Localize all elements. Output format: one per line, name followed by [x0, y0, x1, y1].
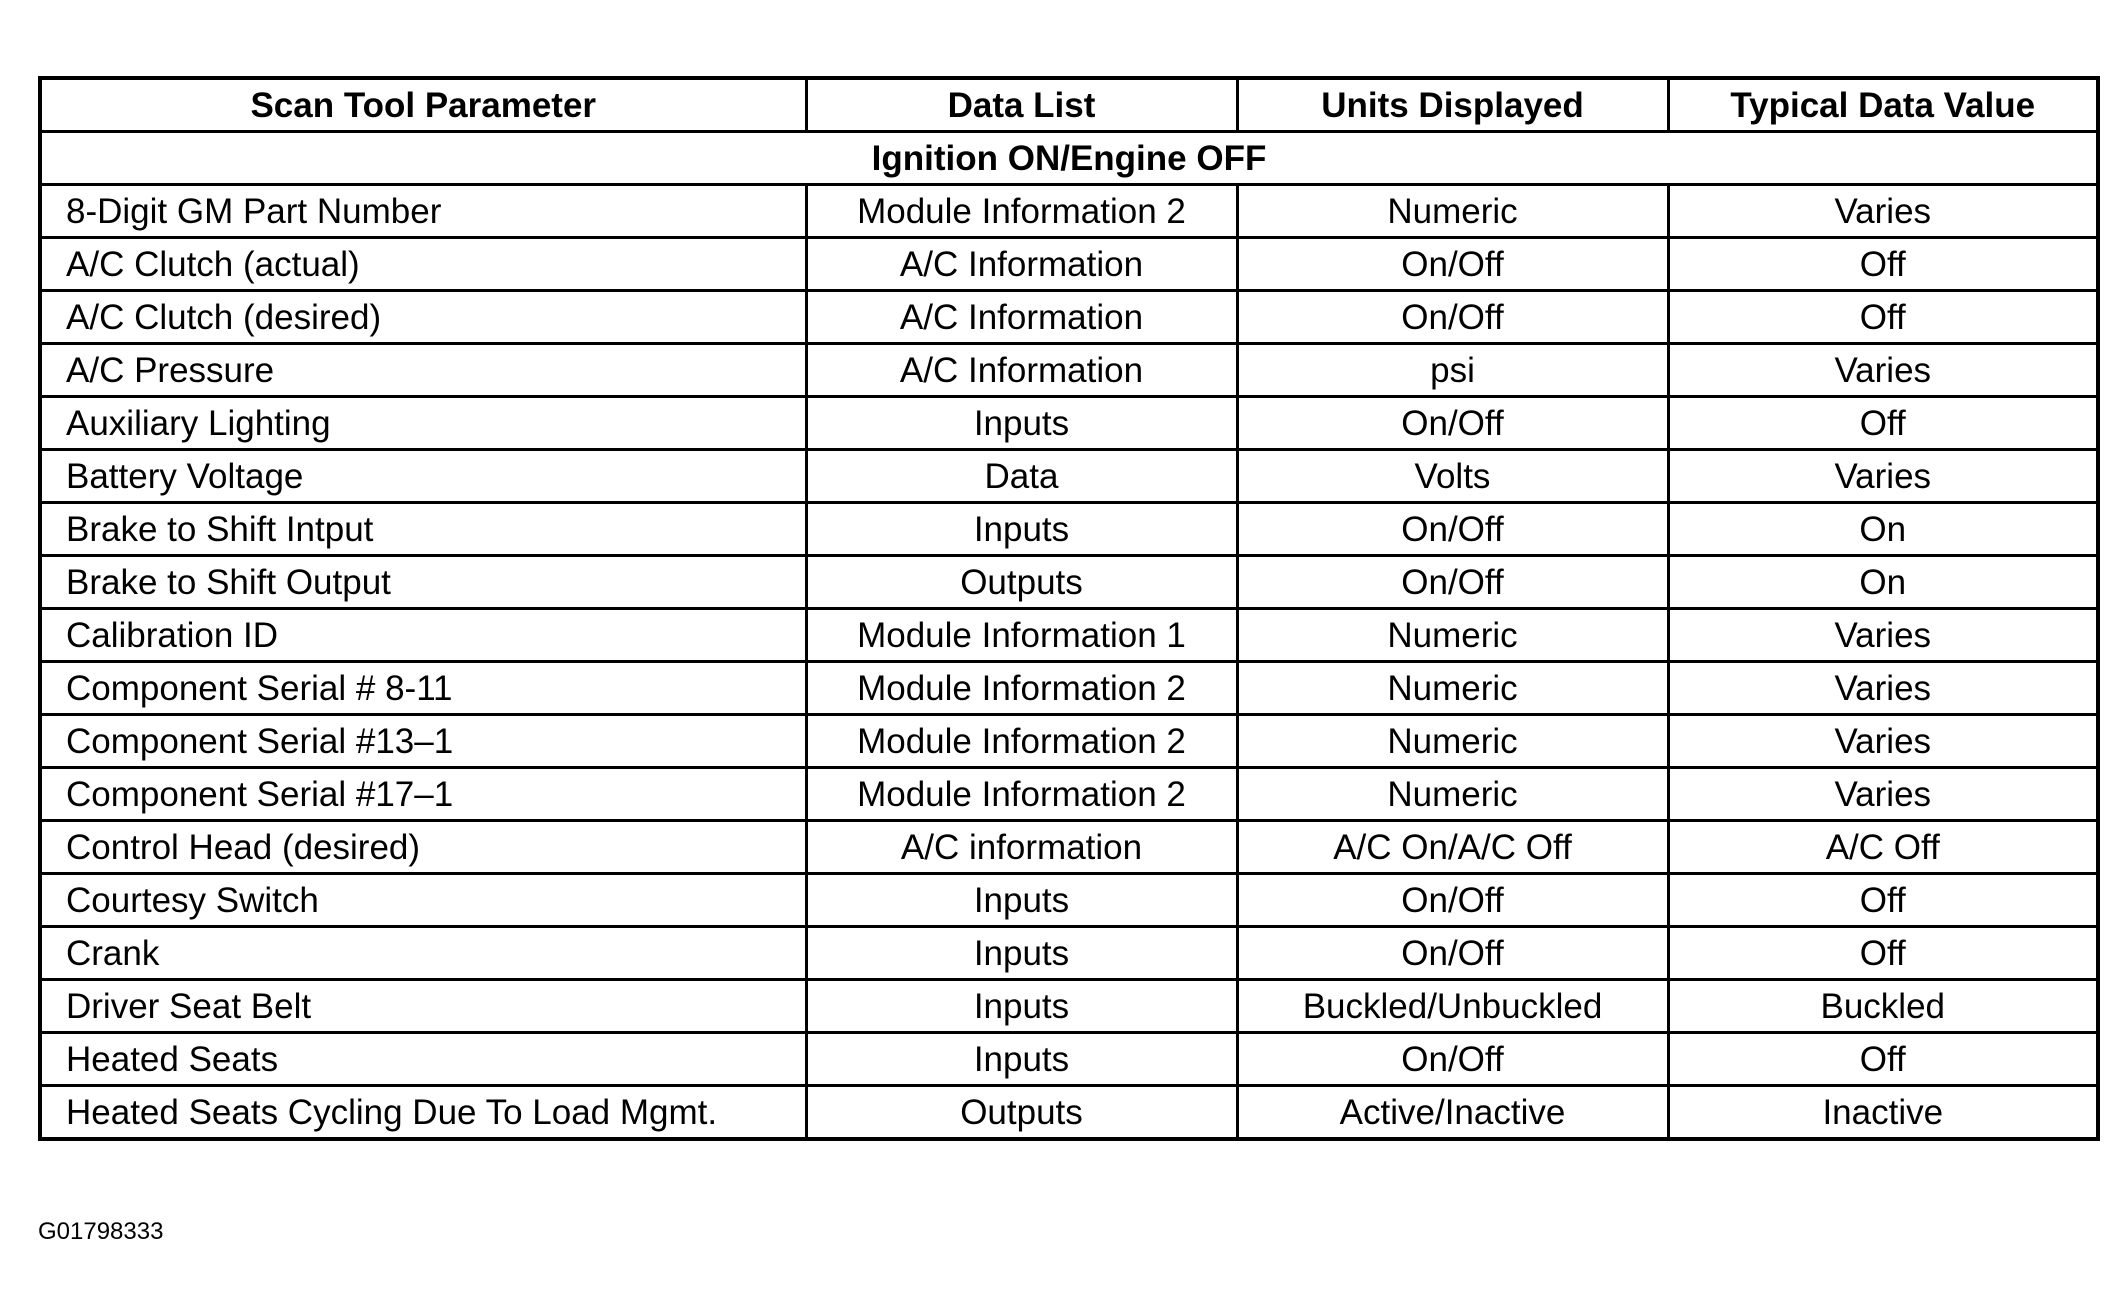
- table-row: [40, 1086, 2098, 1140]
- table-row: [40, 185, 2098, 238]
- parameter-cell: Component Serial # 8-11: [40, 662, 806, 715]
- units-cell: On/Off: [1237, 556, 1668, 609]
- data-list-cell: Inputs: [806, 503, 1237, 556]
- parameter-cell: 8-Digit GM Part Number: [40, 185, 806, 238]
- table-row: [40, 503, 2098, 556]
- parameter-cell: A/C Pressure: [40, 344, 806, 397]
- table-row: [40, 344, 2098, 397]
- data-list-cell: A/C Information: [806, 291, 1237, 344]
- parameter-cell: Calibration ID: [40, 609, 806, 662]
- table-row: [40, 609, 2098, 662]
- parameter-cell: Control Head (desired): [40, 821, 806, 874]
- data-list-cell: A/C Information: [806, 344, 1237, 397]
- units-cell: On/Off: [1237, 927, 1668, 980]
- units-cell: On/Off: [1237, 503, 1668, 556]
- units-cell: A/C On/A/C Off: [1237, 821, 1668, 874]
- typical-value-cell: Varies: [1668, 662, 2098, 715]
- typical-value-cell: A/C Off: [1668, 821, 2098, 874]
- data-list-cell: Inputs: [806, 874, 1237, 927]
- table-row: [40, 662, 2098, 715]
- units-cell: Volts: [1237, 450, 1668, 503]
- data-list-cell: Inputs: [806, 927, 1237, 980]
- typical-value-cell: Inactive: [1668, 1086, 2098, 1140]
- table-row: [40, 238, 2098, 291]
- units-cell: Numeric: [1237, 185, 1668, 238]
- typical-value-cell: Varies: [1668, 185, 2098, 238]
- data-list-cell: Data: [806, 450, 1237, 503]
- parameter-cell: Auxiliary Lighting: [40, 397, 806, 450]
- table-row: [40, 1033, 2098, 1086]
- table-row: [40, 450, 2098, 503]
- parameter-cell: Courtesy Switch: [40, 874, 806, 927]
- section-title: Ignition ON/Engine OFF: [40, 132, 2098, 185]
- data-list-cell: Module Information 2: [806, 768, 1237, 821]
- typical-value-cell: Varies: [1668, 450, 2098, 503]
- table-row: [40, 874, 2098, 927]
- header-units-displayed: Units Displayed: [1237, 78, 1668, 132]
- units-cell: On/Off: [1237, 238, 1668, 291]
- typical-value-cell: Buckled: [1668, 980, 2098, 1033]
- parameter-cell: Brake to Shift Intput: [40, 503, 806, 556]
- header-scan-tool-parameter: Scan Tool Parameter: [40, 78, 806, 132]
- parameter-cell: A/C Clutch (actual): [40, 238, 806, 291]
- scan-tool-data-table-container: [38, 76, 2096, 1141]
- figure-id: G01798333: [38, 1218, 164, 1245]
- data-list-cell: Inputs: [806, 397, 1237, 450]
- units-cell: On/Off: [1237, 1033, 1668, 1086]
- table-row: [40, 291, 2098, 344]
- units-cell: Numeric: [1237, 609, 1668, 662]
- data-list-cell: Outputs: [806, 1086, 1237, 1140]
- header-data-list: Data List: [806, 78, 1237, 132]
- parameter-cell: Heated Seats Cycling Due To Load Mgmt.: [40, 1086, 806, 1140]
- table-row: [40, 980, 2098, 1033]
- units-cell: Numeric: [1237, 768, 1668, 821]
- units-cell: Buckled/Unbuckled: [1237, 980, 1668, 1033]
- data-list-cell: Module Information 2: [806, 715, 1237, 768]
- typical-value-cell: Off: [1668, 238, 2098, 291]
- data-list-cell: Module Information 1: [806, 609, 1237, 662]
- header-typical-data-value: Typical Data Value: [1668, 78, 2098, 132]
- table-row: [40, 397, 2098, 450]
- table-header-row: [40, 78, 2098, 132]
- parameter-cell: Crank: [40, 927, 806, 980]
- typical-value-cell: Off: [1668, 397, 2098, 450]
- typical-value-cell: Varies: [1668, 715, 2098, 768]
- typical-value-cell: Off: [1668, 291, 2098, 344]
- units-cell: Numeric: [1237, 662, 1668, 715]
- table-row: [40, 821, 2098, 874]
- parameter-cell: Component Serial #17–1: [40, 768, 806, 821]
- units-cell: On/Off: [1237, 874, 1668, 927]
- parameter-cell: A/C Clutch (desired): [40, 291, 806, 344]
- parameter-cell: Brake to Shift Output: [40, 556, 806, 609]
- units-cell: On/Off: [1237, 291, 1668, 344]
- data-list-cell: Module Information 2: [806, 185, 1237, 238]
- parameter-cell: Heated Seats: [40, 1033, 806, 1086]
- section-row: [40, 132, 2098, 185]
- typical-value-cell: Off: [1668, 1033, 2098, 1086]
- data-list-cell: Inputs: [806, 980, 1237, 1033]
- table-row: [40, 556, 2098, 609]
- typical-value-cell: On: [1668, 503, 2098, 556]
- scan-tool-data-table: [38, 76, 2100, 1141]
- typical-value-cell: Varies: [1668, 344, 2098, 397]
- table-row: [40, 715, 2098, 768]
- parameter-cell: Driver Seat Belt: [40, 980, 806, 1033]
- units-cell: psi: [1237, 344, 1668, 397]
- data-list-cell: Module Information 2: [806, 662, 1237, 715]
- table-row: [40, 927, 2098, 980]
- typical-value-cell: Off: [1668, 874, 2098, 927]
- units-cell: On/Off: [1237, 397, 1668, 450]
- typical-value-cell: Varies: [1668, 768, 2098, 821]
- typical-value-cell: Varies: [1668, 609, 2098, 662]
- parameter-cell: Component Serial #13–1: [40, 715, 806, 768]
- typical-value-cell: Off: [1668, 927, 2098, 980]
- data-list-cell: Inputs: [806, 1033, 1237, 1086]
- units-cell: Numeric: [1237, 715, 1668, 768]
- table-row: [40, 768, 2098, 821]
- data-list-cell: Outputs: [806, 556, 1237, 609]
- units-cell: Active/Inactive: [1237, 1086, 1668, 1140]
- parameter-cell: Battery Voltage: [40, 450, 806, 503]
- data-list-cell: A/C information: [806, 821, 1237, 874]
- data-list-cell: A/C Information: [806, 238, 1237, 291]
- typical-value-cell: On: [1668, 556, 2098, 609]
